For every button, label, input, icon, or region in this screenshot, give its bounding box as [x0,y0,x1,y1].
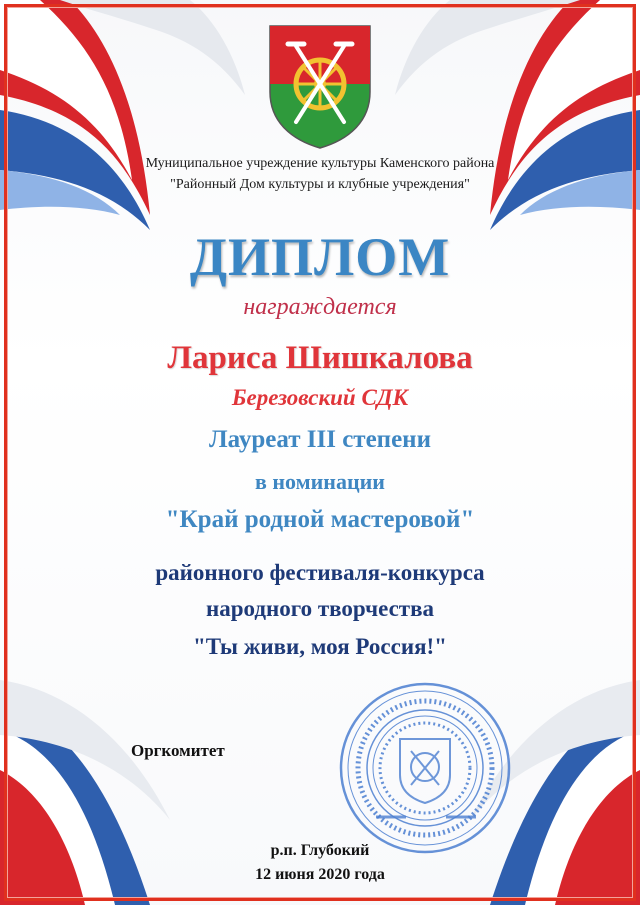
issue-date: 12 июня 2020 года [255,866,385,883]
diploma-title: ДИПЛОМ [189,227,451,287]
organization-line-1: Муниципальное учреждение культуры Каменского района [145,156,495,171]
coat-of-arms-icon [264,22,376,152]
organization-line-2: "Районный Дом культуры и клубные учреждения" [170,177,470,192]
recipient-name: Лариса Шишкалова [167,340,473,376]
location: р.п. Глубокий [270,842,370,859]
festival-line-1: районного фестиваля-конкурса [155,560,485,585]
festival-line-2: народного творчества [205,596,435,621]
organizing-committee-label: Оргкомитет [131,741,225,760]
recipient-organization: Березовский СДК [231,385,409,410]
round-seal-icon [336,679,514,857]
nomination-title: "Край родной мастеровой" [165,506,475,533]
top-right-ribbon [395,0,640,230]
awarded-text: награждается [243,294,397,320]
in-nomination-text: в номинации [254,469,385,494]
top-left-ribbon [0,0,245,230]
festival-line-3: "Ты живи, моя Россия!" [193,634,447,659]
laureate-degree: Лауреат III степени [209,426,431,453]
